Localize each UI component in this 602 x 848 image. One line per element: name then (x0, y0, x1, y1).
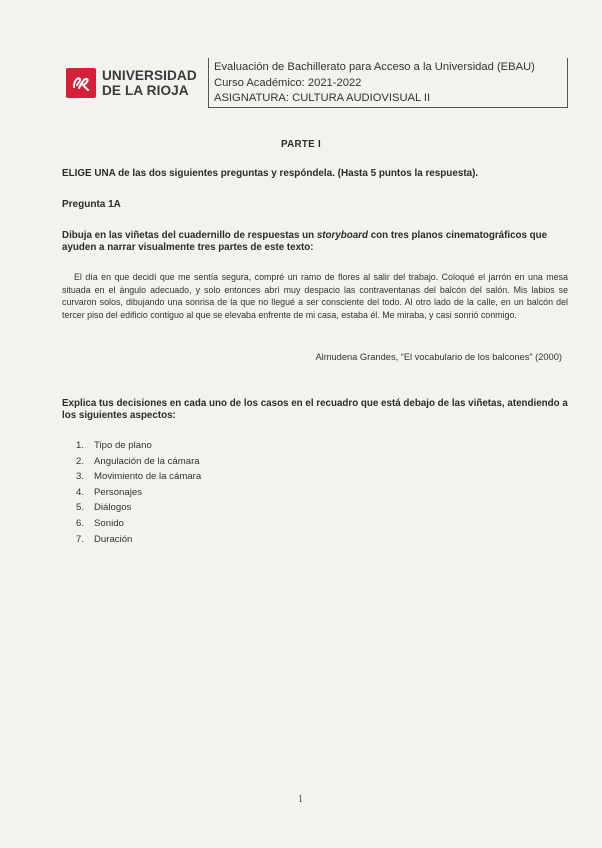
statement-emphasis: storyboard (316, 230, 368, 241)
aspect-item (76, 469, 201, 485)
question-title: Pregunta 1A (62, 199, 121, 210)
statement-before: Dibuja en las viñetas del cuadernillo de respuestas un (62, 230, 317, 241)
aspect-number: 4. (76, 486, 85, 498)
aspect-item (76, 516, 201, 532)
university-logo (62, 58, 208, 108)
exam-name: Evaluación de Bachillerato para Acceso a la Universidad (EBAU) (214, 61, 535, 73)
page-number: 1 (298, 794, 303, 805)
excerpt-paragraph: El día en que decidí que me sentía segura, compré un ramo de flores al salir del trabajo. Coloqué el jarrón en una mesa situada en el ángulo adecuado, y solo entonces abrí muy despacio las contraventanas del balcón del salón. Mis labios se curvaron solos, dibujando una sonrisa de la que no llegué a ser consciente del todo. Al otro lado de la calle, en un balcón del tercer piso del edificio contiguo al que se elevaba enfrente de mi casa, estaba él. Me miraba, y casi sonrió conmigo. (62, 272, 568, 320)
university-logo-icon (66, 68, 96, 98)
explain-instructions: Explica tus decisiones en cada uno de los casos en el recuadro que está debajo de las viñetas, atendiendo a los siguientes aspectos: (62, 398, 568, 422)
instructions: ELIGE UNA de las dos siguientes preguntas y respóndela. (Hasta 5 puntos la respuesta). (62, 168, 479, 179)
aspect-label: Diálogos (94, 502, 132, 514)
university-name-line2: DE LA RIOJA (102, 83, 189, 98)
aspect-item (76, 500, 201, 516)
university-name (102, 68, 197, 98)
aspect-number: 7. (76, 533, 85, 545)
part-title: PARTE I (280, 139, 322, 150)
aspect-label: Movimiento de la cámara (94, 471, 202, 483)
text-excerpt (62, 271, 568, 321)
aspect-label: Personajes (94, 486, 142, 498)
aspect-label: Angulación de la cámara (94, 455, 200, 467)
exam-info-box (208, 58, 568, 108)
aspect-number: 1. (76, 440, 85, 451)
excerpt-citation: Almudena Grandes, “El vocabulario de los balcones” (2000) (315, 352, 562, 362)
university-name-line1: UNIVERSIDAD (102, 68, 197, 83)
aspect-number: 3. (76, 471, 85, 483)
aspect-number: 2. (76, 455, 85, 467)
aspect-item (76, 454, 201, 470)
aspect-item (76, 438, 201, 454)
aspect-item (76, 485, 201, 501)
aspect-number: 6. (76, 517, 85, 529)
aspect-item (76, 532, 201, 548)
aspect-label: Tipo de plano (94, 440, 152, 451)
academic-year: Curso Académico: 2021-2022 (214, 76, 362, 89)
aspects-list (76, 438, 201, 547)
question-statement (62, 230, 568, 255)
exam-header (62, 58, 568, 108)
statement-after: con tres planos cinematográficos que ayuden a narrar visualmente tres partes de este texto: (62, 230, 548, 254)
subject: ASIGNATURA: CULTURA AUDIOVISUAL II (214, 92, 431, 104)
aspect-number: 5. (76, 502, 85, 514)
aspect-label: Duración (94, 533, 133, 545)
aspect-label: Sonido (94, 517, 124, 529)
